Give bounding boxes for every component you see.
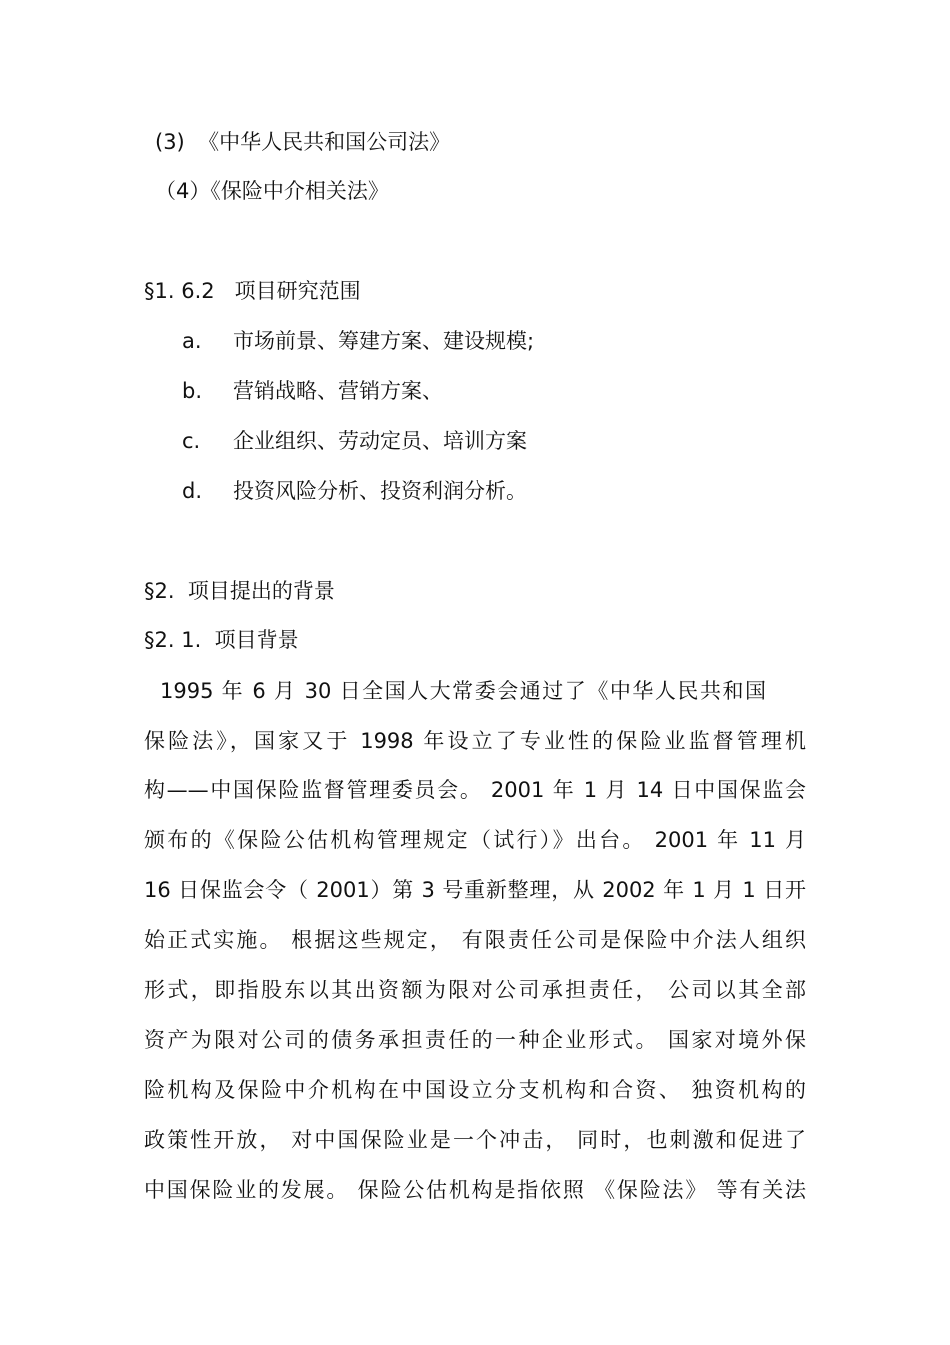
list-item-text: 营销战略、营销方案、 bbox=[233, 379, 443, 403]
list-marker: b. bbox=[182, 379, 203, 403]
paragraph-line: 险机构及保险中介机构在中国设立分支机构和合资、 独资机构的 bbox=[144, 1078, 806, 1102]
paragraph-line: 保险法》，国家又于 1998 年设立了专业性的保险业监督管理机 bbox=[144, 729, 806, 753]
list-item-text: 企业组织、劳动定员、培训方案 bbox=[233, 429, 527, 453]
paragraph-line: 16 日保监会令（ 2001）第 3 号重新整理，从 2002 年 1 月 1 日开 bbox=[144, 878, 806, 902]
list-item-text: 投资风险分析、投资利润分析。 bbox=[233, 479, 527, 503]
law-item-company-law: (3) 《中华人民共和国公司法》 bbox=[155, 130, 451, 154]
section-heading-1-6-2: §1. 6.2 项目研究范围 bbox=[144, 279, 361, 303]
paragraph-line: 形式，即指股东以其出资额为限对公司承担责任， 公司以其全部 bbox=[144, 978, 806, 1002]
list-marker: d. bbox=[182, 479, 203, 503]
paragraph-line: 始正式实施。 根据这些规定， 有限责任公司是保险中介法人组织 bbox=[144, 928, 806, 952]
paragraph-line: 资产为限对公司的债务承担责任的一种企业形式。 国家对境外保 bbox=[144, 1028, 806, 1052]
paragraph-line: 中国保险业的发展。 保险公估机构是指依照 《保险法》 等有关法 bbox=[144, 1178, 806, 1202]
list-item-text: 市场前景、筹建方案、建设规模; bbox=[233, 329, 535, 353]
section-heading-2: §2. 项目提出的背景 bbox=[144, 579, 335, 603]
law-item-insurance-intermediary-law: （4）《保险中介相关法》 bbox=[155, 179, 389, 203]
paragraph-line: 政策性开放， 对中国保险业是一个冲击， 同时，也刺激和促进了 bbox=[144, 1128, 806, 1152]
section-heading-2-1: §2. 1. 项目背景 bbox=[144, 628, 299, 652]
paragraph-line: 构——中国保险监督管理委员会。 2001 年 1 月 14 日中国保监会 bbox=[144, 778, 806, 802]
list-marker: c. bbox=[182, 429, 201, 453]
paragraph-line: 颁布的《保险公估机构管理规定（试行）》出台。 2001 年 11 月 bbox=[144, 828, 806, 852]
list-marker: a. bbox=[182, 329, 202, 353]
paragraph-line: 1995 年 6 月 30 日全国人大常委会通过了《中华人民共和国 bbox=[160, 679, 766, 703]
